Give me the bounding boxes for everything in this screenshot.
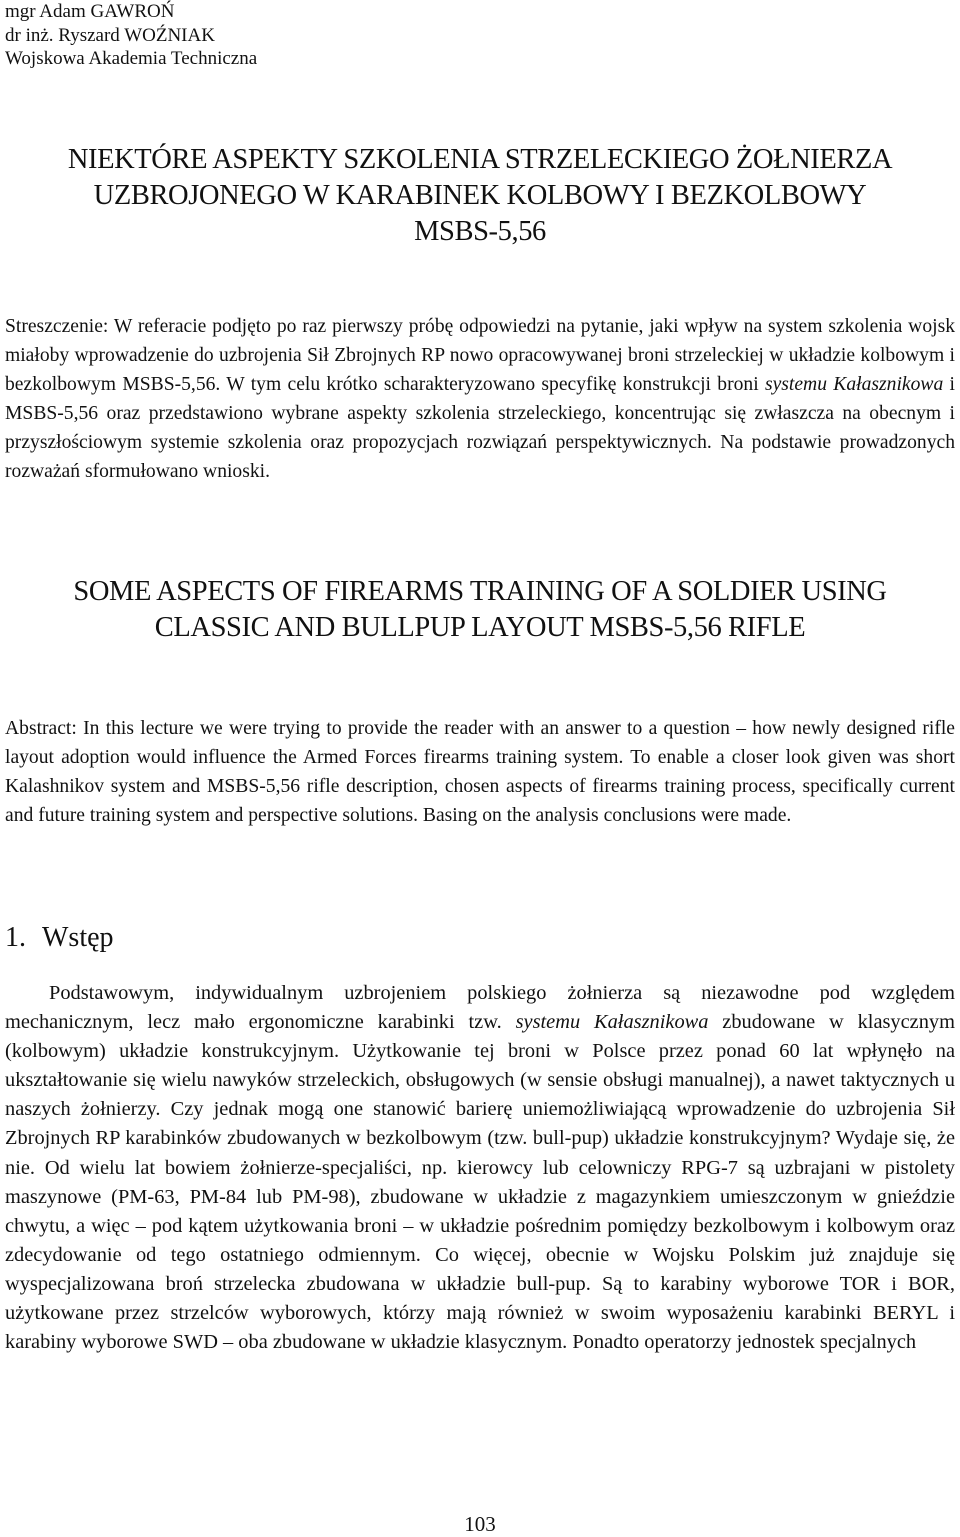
abstract-polish-text-1: W referacie podjęto po raz pierwszy próbę odpowiedzi na pytanie, jaki wpływ na system szkolenia wojsk miałoby wprowadzenie do uzbrojenia Sił Zbrojnych RP nowo opracowywanej broni strzeleckiej w układzie kolbowym i bezkolbowym MSBS-5,56. W tym celu krótko scharakteryzowano specyfikę konstrukcji broni bbox=[5, 316, 955, 395]
title-english-line-1: SOME ASPECTS OF FIREARMS TRAINING OF A SOLDIER USING bbox=[73, 576, 887, 607]
body-paragraph bbox=[5, 979, 955, 1357]
title-polish-line-3: MSBS-5,56 bbox=[414, 216, 546, 247]
title-english-line-2: CLASSIC AND BULLPUP LAYOUT MSBS-5,56 RIFLE bbox=[154, 612, 806, 643]
abstract-english-text: In this lecture we were trying to provide the reader with an answer to a question – how newly designed rifle layout adoption would influence the Armed Forces firearms training system. To enable a closer look given was short Kalashnikov system and MSBS-5,56 rifle description, chosen aspects of firearms training process, specifically current and future training system and perspective solutions. Basing on the analysis conclusions were made. bbox=[5, 718, 955, 826]
author-2: dr inż. Ryszard WOŹNIAK bbox=[5, 24, 215, 46]
section-heading bbox=[5, 920, 114, 956]
body-italic-term: systemu Kałasznikowa bbox=[515, 1011, 709, 1034]
body-text-2: zbudowane w klasycznym (kolbowym) układzie konstrukcyjnym. Użytkowanie tej broni w Polsce przez ponad 60 lat wpłynęło na ukształtowanie się wielu nawyków strzeleckich, obsługowych (w sensie obsługi manualnej), a nawet taktycznych u naszych żołnierzy. Czy jednak mogą one stanowić barierę uniemożliwiającą wprowadzenie do uzbrojenia Sił Zbrojnych RP karabinków zbudowanych w bezkolbowym (tzw. bull-pup) układzie konstrukcyjnym? Wydaje się, że nie. Od wielu lat bowiem żołnierze-specjaliści, np. kierowcy lub celowniczy RPG-7 są uzbrajani w pistolety maszynowe (PM-63, PM-84 lub PM-98), zbudowane w układzie z magazynkiem umieszczonym w gnieździe chwytu, a więc – pod kątem użytkowania broni – w układzie pośrednim pomiędzy bezkolbowym i kolbowym oraz zdecydowanie od tego ostatniego odmiennym. Co więcej, obecnie w Wojsku Polskim już znajduje się wyspecjalizowana broń strzelecka zbudowana w układzie bull-pup. Są to karabiny wyborowe TOR i BOR, użytkowane przez strzelców wyborowych, którzy mają również w swoim wyposażeniu karabinki BERYL i karabiny wyborowe SWD – oba zbudowane w układzie klasycznym. Ponadto operatorzy jednostek specjalnych bbox=[5, 1011, 955, 1354]
title-english bbox=[0, 574, 960, 646]
abstract-english-label: Abstract: bbox=[5, 718, 77, 739]
abstract-polish bbox=[5, 312, 955, 486]
author-block bbox=[5, 0, 257, 71]
section-title: Wstęp bbox=[42, 922, 114, 953]
abstract-english bbox=[5, 714, 955, 830]
affiliation: Wojskowa Akademia Techniczna bbox=[5, 48, 258, 69]
body-text-1: Podstawowym, indywidualnym uzbrojeniem polskiego żołnierza są niezawodne pod względem mechanicznym, lecz mało ergonomiczne karabinki tzw. bbox=[5, 982, 955, 1034]
abstract-polish-text-2: i MSBS-5,56 oraz przedstawiono wybrane aspekty szkolenia strzeleckiego, koncentrując się zwłaszcza na obecnym i przyszłościowym systemie szkolenia oraz propozycjach rozwiązań perspektywicznych. Na podstawie prowadzonych rozważań sformułowano wnioski. bbox=[5, 374, 955, 482]
section-number: 1. bbox=[5, 922, 26, 953]
title-polish bbox=[0, 142, 960, 250]
abstract-polish-italic-term: systemu Kałasznikowa bbox=[764, 374, 944, 395]
author-1: mgr Adam GAWROŃ bbox=[5, 1, 175, 22]
title-polish-line-1: NIEKTÓRE ASPEKTY SZKOLENIA STRZELECKIEGO ŻOŁNIERZA bbox=[67, 144, 893, 175]
title-polish-line-2: UZBROJONEGO W KARABINEK KOLBOWY I BEZKOLBOWY bbox=[93, 180, 867, 211]
page-number: 103 bbox=[464, 1512, 496, 1536]
abstract-polish-label: Streszczenie: bbox=[5, 316, 109, 337]
